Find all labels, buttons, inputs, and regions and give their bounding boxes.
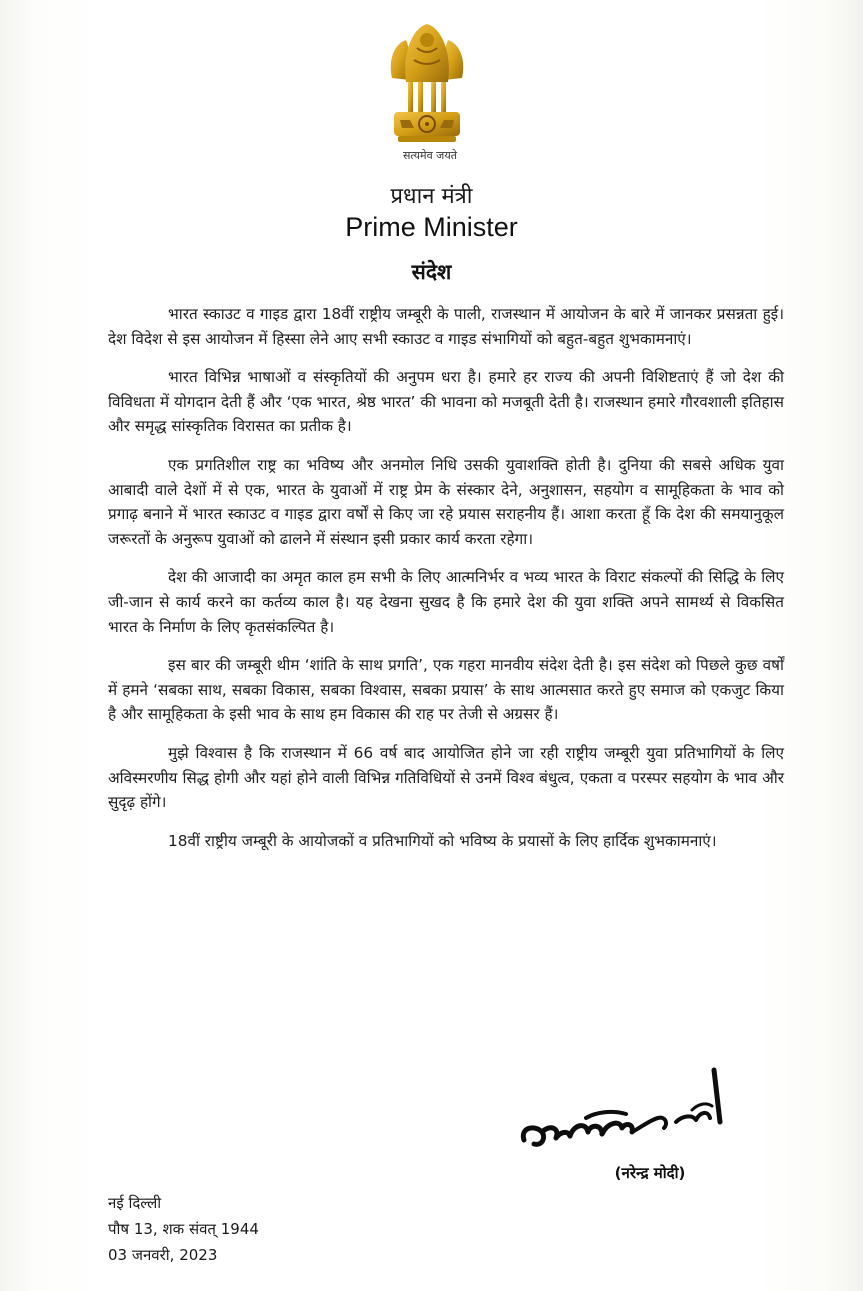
letter-body xyxy=(108,302,784,867)
place: नई दिल्ली xyxy=(108,1194,162,1212)
date-gregorian: 03 जनवरी, 2023 xyxy=(108,1246,218,1264)
paragraph-6: मुझे विश्वास है कि राजस्थान में 66 वर्ष बाद आयोजित होने जा रही राष्ट्रीय जम्बूरी युवा प्रतिभागियों के लिए अविस्मरणीय सिद्ध होगी और यहां होने वाली विभिन्न गतिविधियों से उनमें विश्व बंधुत्व, एकता व परस्पर सहयोग के भाव और सुदृढ़ होंगे। xyxy=(108,743,784,812)
emblem-motto: सत्यमेव जयते xyxy=(402,149,457,162)
letter-footer xyxy=(108,1190,259,1268)
paragraph-5: इस बार की जम्बूरी थीम ‘शांति के साथ प्रगति’, एक गहरा मानवीय संदेश देती है। इस संदेश को पिछले कुछ वर्षों में हमने ‘सबका साथ, सबका विकास, सबका विश्वास, सबका प्रयास’ के साथ आत्मसात करते हुए समाज को एकजुट किया है और सामूहिकता के इसी भाव के साथ हम विकास की राह पर तेजी से अग्रसर हैं। xyxy=(108,656,784,724)
letter-heading: संदेश xyxy=(411,260,452,284)
paragraph-2: भारत विभिन्न भाषाओं व संस्कृतियों की अनुपम धरा है। हमारे हर राज्य की अपनी विशिष्टताएं हैं जो देश की विविधता में योगदान देती हैं और ‘एक भारत, श्रेष्ठ भारत’ की भावना को मजबूती देती है। राजस्थान हमारे गौरवशाली इतिहास और समृद्ध सांस्कृतिक विरासत का प्रतीक है। xyxy=(108,368,784,436)
handwritten-signature xyxy=(516,1062,746,1162)
paragraph-4: देश की आजादी का अमृत काल हम सभी के लिए आत्मनिर्भर व भव्य भारत के विराट संकल्पों की सिद्धि के लिए जी-जान से कार्य करने का कर्तव्य काल है। यह देखना सुखद है कि हमारे देश की युवा शक्ति अपने सामर्थ्य से विकसित भारत के निर्माण के लिए कृतसंकल्पित है। xyxy=(108,568,784,636)
office-title-english: Prime Minister xyxy=(345,212,518,242)
paragraph-1: भारत स्काउट व गाइड द्वारा 18वीं राष्ट्रीय जम्बूरी के पाली, राजस्थान में आयोजन के बारे में जानकर प्रसन्नता हुई। देश विदेश से इस आयोजन में हिस्सा लेने आए सभी स्काउट व गाइड संभागियों को बहुत-बहुत शुभकामनाएं। xyxy=(108,305,784,348)
office-title-hindi: प्रधान मंत्री xyxy=(390,184,473,209)
paragraph-7: 18वीं राष्ट्रीय जम्बूरी के आयोजकों व प्रतिभागियों को भविष्य के प्रयासों के लिए हार्दिक शुभकामनाएं। xyxy=(168,831,717,850)
paragraph-3: एक प्रगतिशील राष्ट्र का भविष्य और अनमोल निधि उसकी युवाशक्ति होती है। दुनिया की सबसे अधिक युवा आबादी वाले देशों में से एक, भारत के युवाओं में राष्ट्र प्रेम के संस्कार देने, अनुशासन, सहयोग व सामूहिकता के भाव को प्रगाढ़ बनाने में भारत स्काउट व गाइड द्वारा वर्षों से किए जा रहे प्रयास सराहनीय हैं। आशा करता हूँ कि देश की समयानुकूल जरूरतों के अनुरूप युवाओं को ढालने में संस्थान इसी प्रकार कार्य करता रहेगा। xyxy=(108,455,784,548)
date-saka: पौष 13, शक संवत् 1944 xyxy=(108,1220,259,1238)
signatory-name: (नरेन्द्र मोदी) xyxy=(614,1164,686,1182)
national-emblem-icon xyxy=(384,20,470,150)
